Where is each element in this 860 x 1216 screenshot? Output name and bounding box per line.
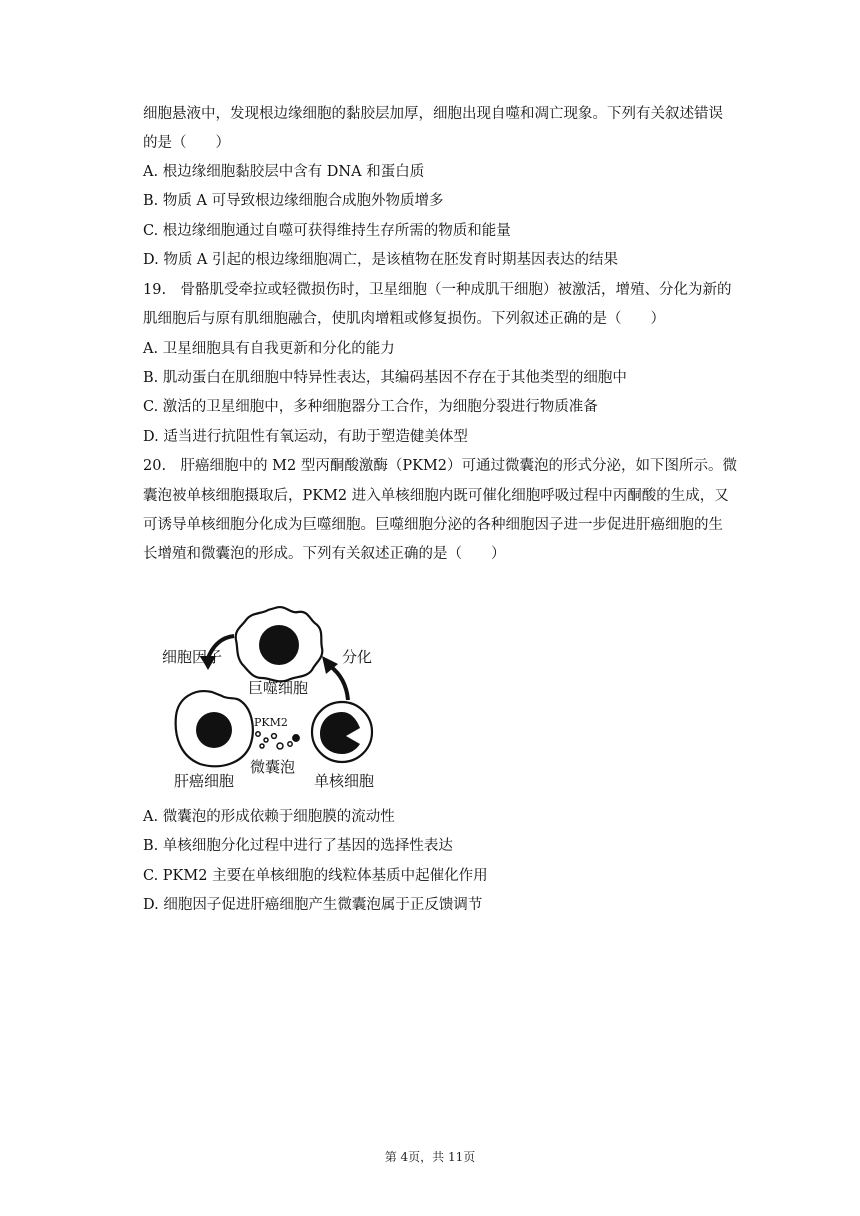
q19-option-c: C. 激活的卫星细胞中，多种细胞器分工合作，为细胞分裂进行物质准备 [143,399,598,415]
monocyte-cell [312,702,372,762]
page-footer: 第 4页，共 11页 [384,1150,476,1164]
label-hepatoma: 肝癌细胞 [174,772,235,790]
hepatoma-cell [176,691,253,766]
q18-option-b: B. 物质 A 可导致根边缘细胞合成胞外物质增多 [143,193,444,209]
q19-stem-line1: 19. 骨骼肌受牵拉或轻微损伤时，卫星细胞（一种成肌干细胞）被激活，增殖、分化为新的 [143,282,732,298]
q18-option-d: D. 物质 A 引起的根边缘细胞凋亡，是该植物在胚发育时期基因表达的结果 [143,252,619,268]
label-monocyte: 单核细胞 [314,772,375,790]
microvesicles [256,732,299,749]
q19-option-a: A. 卫星细胞具有自我更新和分化的能力 [143,341,395,357]
label-microvesicle: 微囊泡 [250,758,296,776]
label-pkm2: PKM2 [254,716,288,729]
q19-option-b: B. 肌动蛋白在肌细胞中特异性表达，其编码基因不存在于其他类型的细胞中 [143,370,627,386]
label-differentiation: 分化 [342,648,373,666]
q18-option-a: A. 根边缘细胞黏胶层中含有 DNA 和蛋白质 [143,164,425,180]
q20-option-b: B. 单核细胞分化过程中进行了基因的选择性表达 [143,838,453,854]
q20-option-a: A. 微囊泡的形成依赖于细胞膜的流动性 [143,809,395,825]
macrophage-cell [236,607,323,681]
q20-option-c: C. PKM2 主要在单核细胞的线粒体基质中起催化作用 [143,868,488,884]
q20-stem-line2: 囊泡被单核细胞摄取后，PKM2 进入单核细胞内既可催化细胞呼吸过程中丙酮酸的生成，又 [143,488,729,504]
q18-stem-line2: 的是（ ） [143,135,230,151]
label-cytokine: 细胞因子 [162,648,223,666]
cell-diagram [150,600,400,800]
q20-stem-line1: 20. 肝癌细胞中的 M2 型丙酮酸激酶（PKM2）可通过微囊泡的形式分泌，如下图所示。微 [143,458,738,474]
macrophage-nucleus [259,625,299,665]
q19-stem-line2: 肌细胞后与原有肌细胞融合，使肌肉增粗或修复损伤。下列叙述正确的是（ ） [143,311,665,327]
q19-option-d: D. 适当进行抗阻性有氧运动，有助于塑造健美体型 [143,429,468,445]
q18-stem-line1: 细胞悬液中，发现根边缘细胞的黏胶层加厚，细胞出现自噬和凋亡现象。下列有关叙述错误 [143,106,723,122]
hepatoma-nucleus [196,712,232,748]
label-macrophage: 巨噬细胞 [248,679,309,697]
q20-option-d: D. 细胞因子促进肝癌细胞产生微囊泡属于正反馈调节 [143,897,483,913]
q20-stem-line4: 长增殖和微囊泡的形成。下列有关叙述正确的是（ ） [143,546,506,562]
q18-option-c: C. 根边缘细胞通过自噬可获得维持生存所需的物质和能量 [143,223,511,239]
q20-stem-line3: 可诱导单核细胞分化成为巨噬细胞。巨噬细胞分泌的各种细胞因子进一步促进肝癌细胞的生 [143,517,723,533]
